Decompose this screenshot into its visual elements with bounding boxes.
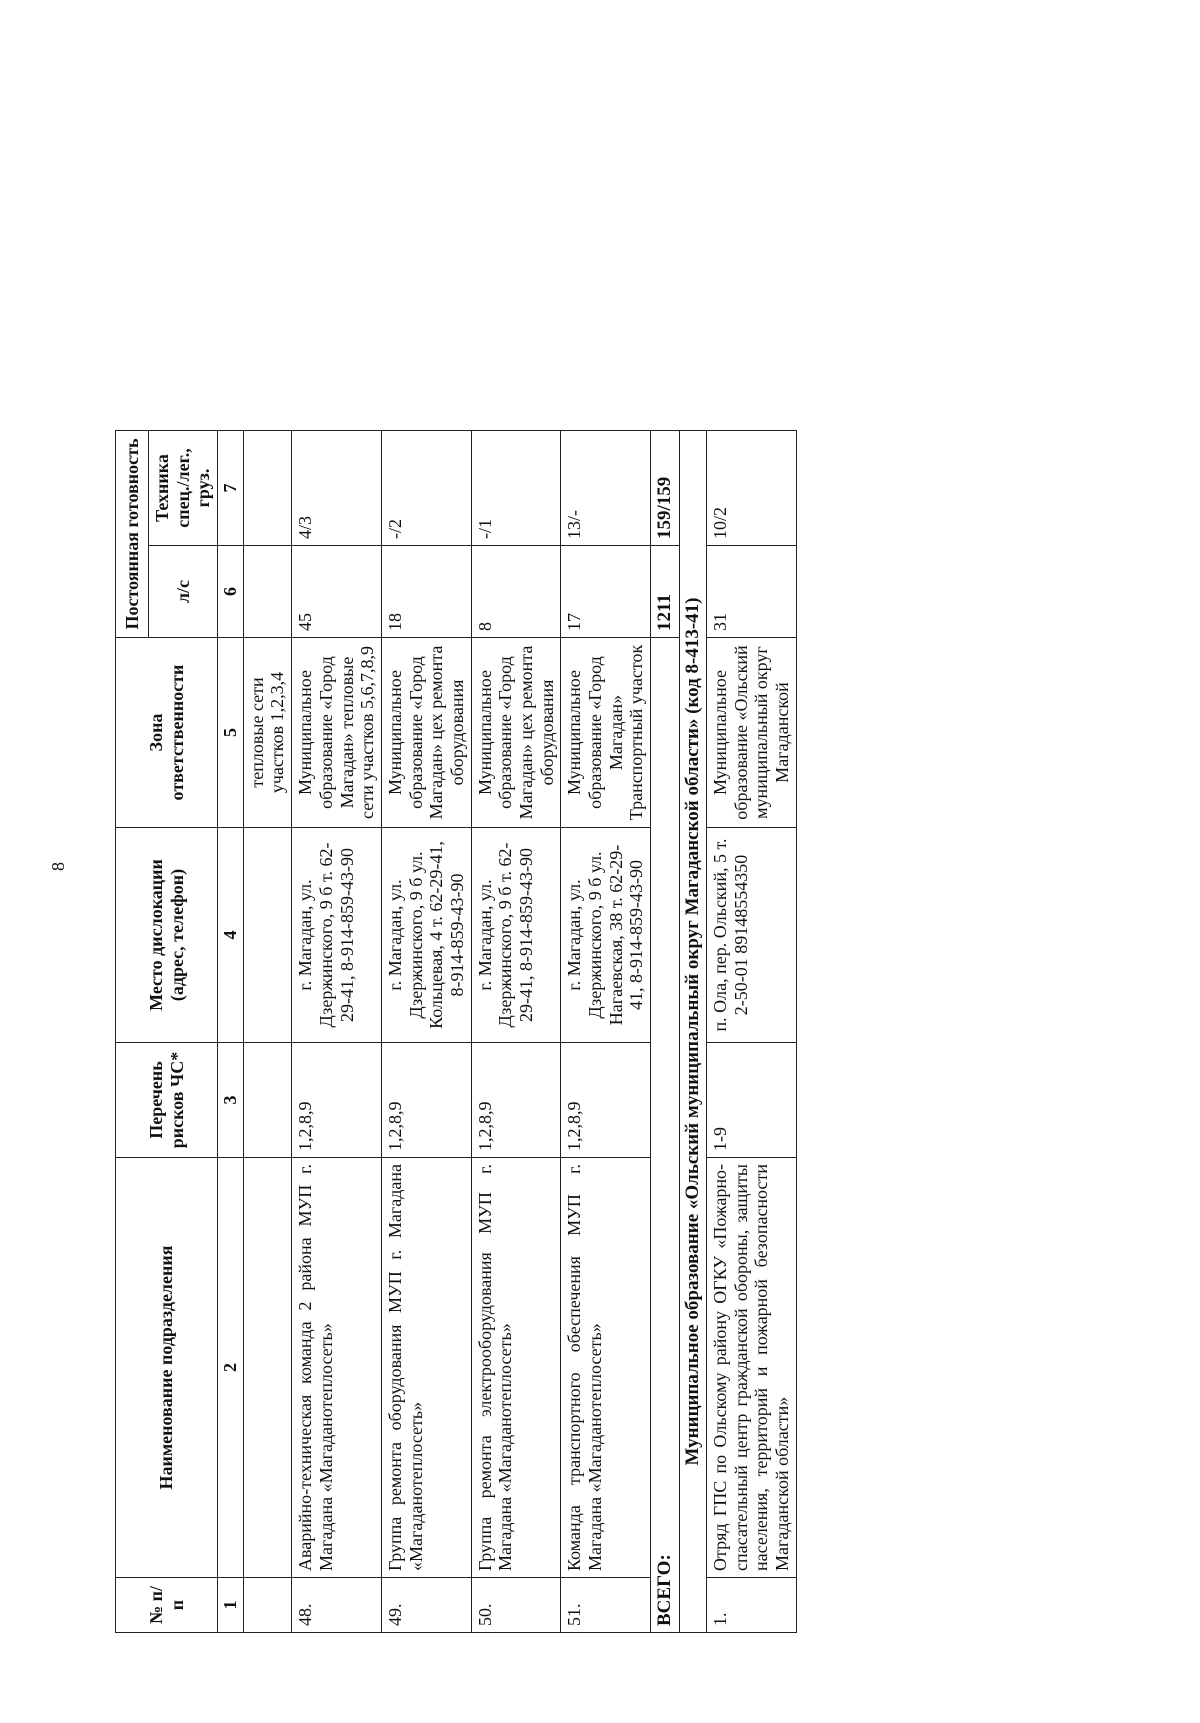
col-number: 6 [218,546,244,638]
forces-table [115,430,797,1633]
col-number: 4 [218,828,244,1043]
table-row [292,431,382,1633]
risk-list: 1,2,8,9 [292,1043,382,1158]
row-number: 49. [381,1578,471,1633]
risk-list: 1,2,8,9 [471,1043,561,1158]
header-num: № п/п [116,1578,218,1633]
zone-cell: Муниципальное образование «Город Магадан» Транспортный участок [561,638,651,828]
unit-name: Отряд ГПС по Ольскому району ОГКУ «Пожарно-спасательный центр гражданской обороны, защиты населения, территорий и пожарной безопасности Магаданской области» [706,1158,796,1578]
header-equipment: Техника спец./лег., груз. [149,431,218,546]
unit-name: Группа ремонта оборудования МУП г. Магадана «Магаданотеплосеть» [381,1158,471,1578]
staff-count: 18 [381,546,471,638]
location-cell: г. Магадан, ул. Дзержинского, 9 б ул. Нагаевская, 38 т. 62-29-41, 8-914-859-43-90 [561,828,651,1043]
risk-list: 1,2,8,9 [381,1043,471,1158]
col-number: 5 [218,638,244,828]
zone-cell: Муниципальное образование «Ольский муниципальный округ Магаданской [706,638,796,828]
header-readiness: Постоянная готовность [116,431,149,638]
equipment-count: 4/3 [292,431,382,546]
header-row-1 [116,431,149,1633]
total-label: ВСЕГО: [651,638,680,1633]
zone-cell: Муниципальное образование «Город Магадан» цех ремонта оборудования [381,638,471,828]
continuation-row [243,431,291,1633]
zone-cell: Муниципальное образование «Город Магадан» цех ремонта оборудования [471,638,561,828]
unit-name: Команда транспортного обеспечения МУП г. Магадана «Магаданотеплосеть» [561,1158,651,1578]
section-header-row [679,431,706,1633]
row-number: 51. [561,1578,651,1633]
page-number: 8 [48,862,68,871]
location-cell: г. Магадан, ул. Дзержинского, 9 б т. 62-29-41, 8-914-859-43-90 [292,828,382,1043]
equipment-count: -/2 [381,431,471,546]
table-row [561,431,651,1633]
row-number: 1. [706,1578,796,1633]
zone-cell: Муниципальное образование «Город Магадан» тепловые сети участков 5,6,7,8,9 [292,638,382,828]
column-number-row [218,431,244,1633]
header-location: Место дислокации (адрес, телефон) [116,828,218,1043]
unit-name: Аварийно-техническая команда 2 района МУП г. Магадана «Магаданотеплосеть» [292,1158,382,1578]
staff-count: 17 [561,546,651,638]
header-zone: Зона ответственности [116,638,218,828]
header-staff: л/с [149,546,218,638]
table-row [381,431,471,1633]
staff-count: 31 [706,546,796,638]
staff-count: 8 [471,546,561,638]
total-staff: 1211 [651,546,680,638]
risk-list: 1,2,8,9 [561,1043,651,1158]
table-row [471,431,561,1633]
col-number: 3 [218,1043,244,1158]
total-equipment: 159/159 [651,431,680,546]
risk-list: 1-9 [706,1043,796,1158]
equipment-count: -/1 [471,431,561,546]
section-title: Муниципальное образование «Ольский муниципальный округ Магаданской области» (код 8-413-41) [679,431,706,1633]
location-cell: г. Магадан, ул. Дзержинского, 9 б ул. Кольцевая, 4 т. 62-29-41, 8-914-859-43-90 [381,828,471,1043]
total-row [651,431,680,1633]
col-number: 7 [218,431,244,546]
row-number: 50. [471,1578,561,1633]
row-number: 48. [292,1578,382,1633]
header-name: Наименование подразделения [116,1158,218,1578]
equipment-count: 13/- [561,431,651,546]
location-cell: п. Ола, пер. Ольский, 5 т. 2-50-01 89148554350 [706,828,796,1043]
zone-cell: тепловые сети участков 1,2,3,4 [243,638,291,828]
header-risks: Перечень рисков ЧС* [116,1043,218,1158]
col-number: 2 [218,1158,244,1578]
col-number: 1 [218,1578,244,1633]
equipment-count: 10/2 [706,431,796,546]
location-cell: г. Магадан, ул. Дзержинского, 9 б т. 62-29-41, 8-914-859-43-90 [471,828,561,1043]
table-row [706,431,796,1633]
staff-count: 45 [292,546,382,638]
unit-name: Группа ремонта электрооборудования МУП г. Магадана «Магаданотеплосеть» [471,1158,561,1578]
